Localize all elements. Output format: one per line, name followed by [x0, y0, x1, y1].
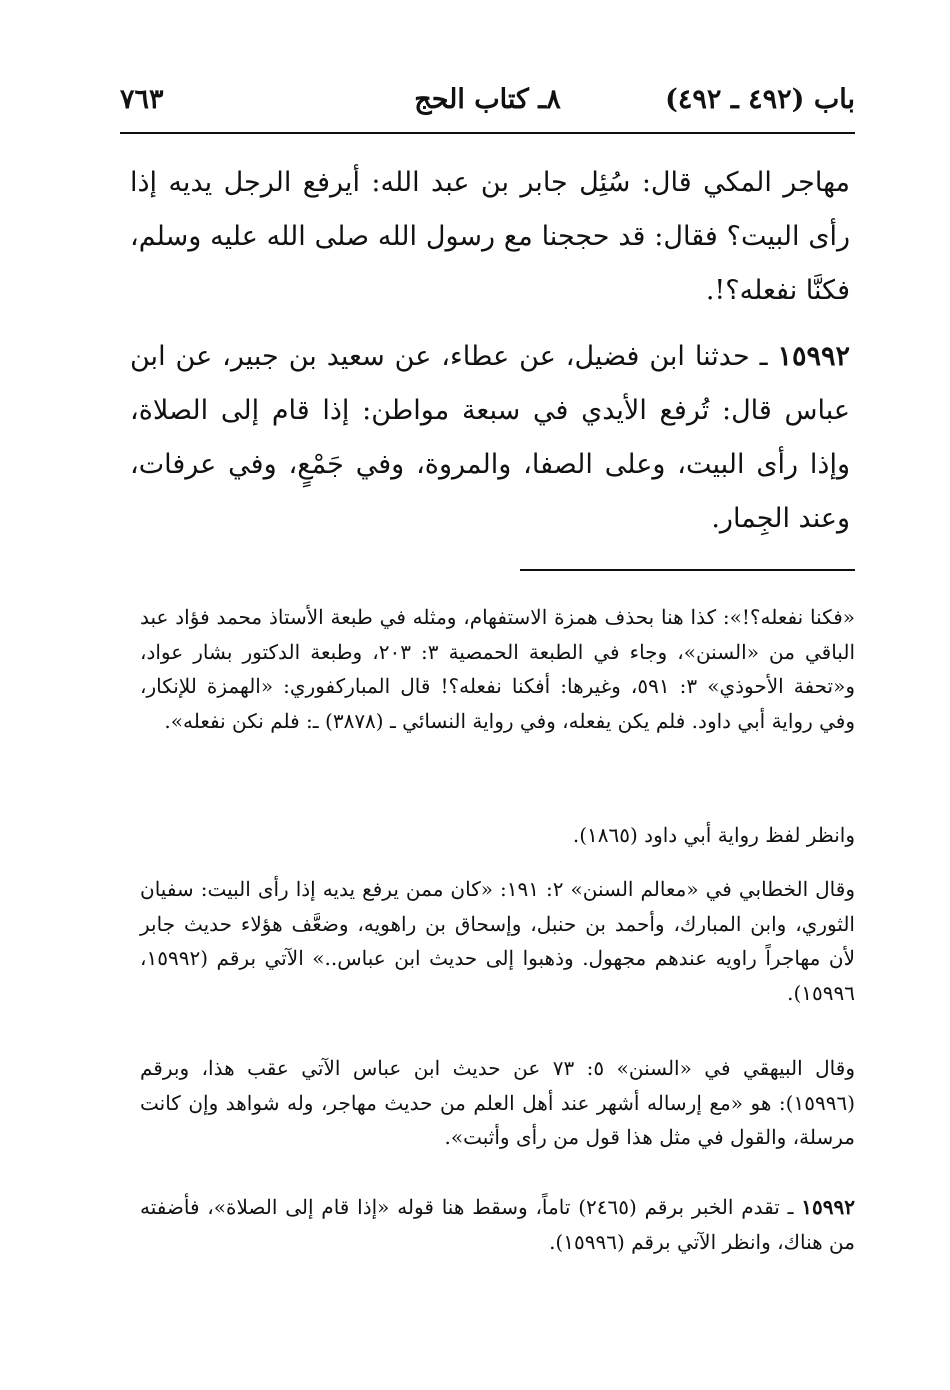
footnote-5: [140, 1190, 855, 1259]
footnote-1: «فكنا نفعله؟!»: كذا هنا بحذف همزة الاستفهام، ومثله في طبعة الأستاذ محمد فؤاد عبد الباقي من «السنن»، وجاء في الطبعة الحمصية ٣: ٢٠٣، وطبعة الدكتور بشار عواد، و«تحفة الأحوذي» ٣: ٥٩١، وغيرها: أفكنا نفعله؟! قال المباركفوري: «الهمزة للإنكار، وفي رواية أبي داود. فلم يكن يفعله، وفي رواية النسائي ـ (٣٨٧٨) ـ: فلم نكن نفعله».: [140, 605, 855, 733]
footnote-4: وقال البيهقي في «السنن» ٥: ٧٣ عن حديث ابن عباس الآتي عقب هذا، وبرقم (١٥٩٩٦): هو «مع إرساله أشهر عند أهل العلم من حديث مهاجر، وله شواهد وإن كانت مرسلة، والقول في مثل هذا قول من رأى وأثبت».: [140, 1056, 855, 1149]
book-title: ٨ـ كتاب الحج: [414, 84, 561, 115]
hadith-paragraph: [130, 330, 850, 546]
page-header: [120, 74, 855, 132]
hadith-text: ـ حدثنا ابن فضيل، عن عطاء، عن سعيد بن جبير، عن ابن عباس قال: تُرفع الأيدي في سبعة مواطن: إذا قام إلى الصلاة، وإذا رأى البيت، وعلى الصفا، والمروة، وفي جَمْعٍ، وفي عرفات، وعند الجِمار.: [130, 341, 850, 534]
hadith-number: ١٥٩٩٢: [777, 341, 850, 372]
page-number: ٧٦٣: [120, 84, 164, 115]
footnote-3: وقال الخطابي في «معالم السنن» ٢: ١٩١: «كان ممن يرفع يديه إذا رأى البيت: سفيان الثوري، وابن المبارك، وأحمد بن حنبل، وإسحاق بن راهويه، وضعَّف هؤلاء حديث جابر لأن مهاجراً راويه عندهم مجهول. وذهبوا إلى حديث ابن عباس..» الآتي برقم (١٥٩٩٢، ١٥٩٩٦).: [140, 877, 855, 1005]
header-rule: [120, 132, 855, 134]
chapter-heading: باب (٤٩٢ ـ ٤٩٢): [665, 84, 855, 115]
main-text-paragraph: مهاجر المكي قال: سُئِل جابر بن عبد الله: أيرفع الرجل يديه إذا رأى البيت؟ فقال: قد حججنا مع رسول الله صلى الله عليه وسلم، فكنَّا نفعله؟!.: [130, 167, 850, 306]
footnote-hadith-number: ١٥٩٩٢: [801, 1195, 855, 1219]
footnote-2: وانظر لفظ رواية أبي داود (١٨٦٥).: [572, 823, 855, 847]
footnote-divider: [520, 569, 855, 571]
footnote-5-text: ـ تقدم الخبر برقم (٢٤٦٥) تاماً، وسقط هنا قوله «إذا قام إلى الصلاة»، فأضفته من هناك، وانظر الآتي برقم (١٥٩٩٦).: [140, 1195, 855, 1254]
